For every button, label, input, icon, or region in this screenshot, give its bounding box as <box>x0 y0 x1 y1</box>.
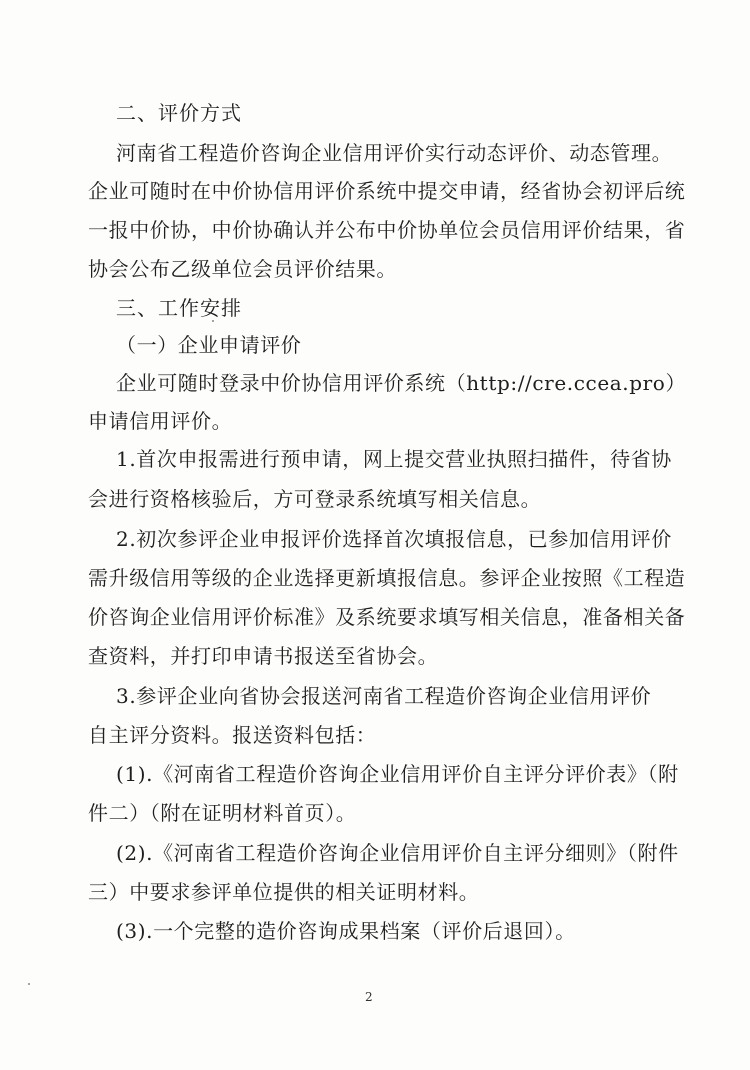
list-item-line: 价咨询企业信用评价标准》及系统要求填写相关信息，准备相关备 <box>88 605 686 629</box>
subsection-heading: （一）企业申请评价 <box>116 333 302 357</box>
list-item-line: 自主评分资料。报送资料包括： <box>88 723 377 747</box>
paragraph-line: 协会公布乙级单位会员评价结果。 <box>88 257 397 281</box>
paragraph-line: 企业可随时在中价协信用评价系统中提交申请，经省协会初评后统 <box>88 179 686 203</box>
section-heading-evaluation-method: 二、评价方式 <box>116 101 242 125</box>
paragraph-line: 企业可随时登录中价协信用评价系统（http://cre.ccea.pro） <box>116 371 687 395</box>
list-item-line: 需升级信用等级的企业选择更新填报信息。参评企业按照《工程造 <box>88 566 686 590</box>
section-heading-work-arrangement: 三、工作安排 <box>116 296 242 320</box>
sub-list-item-line: 件二）（附在证明材料首页）。 <box>88 801 357 825</box>
list-item-line: 3.参评企业向省协会报送河南省工程造价咨询企业信用评价 <box>116 684 652 708</box>
sub-list-item-line: (3).一个完整的造价咨询成果档案（评价后退回）。 <box>116 919 576 943</box>
list-item-line: 查资料，并打印申请书报送至省协会。 <box>88 644 439 668</box>
paragraph-line: 河南省工程造价咨询企业信用评价实行动态评价、动态管理。 <box>116 141 673 165</box>
scan-speck <box>212 320 214 322</box>
sub-list-item-line: 三）中要求参评单位提供的相关证明材料。 <box>88 880 480 904</box>
paragraph-line: 一报中价协，中价协确认并公布中价协单位会员信用评价结果，省 <box>88 218 686 242</box>
paragraph-line: 申请信用评价。 <box>88 409 233 433</box>
list-item-line: 会进行资格核验后，方可登录系统填写相关信息。 <box>88 487 542 511</box>
sub-list-item-line: (2).《河南省工程造价咨询企业信用评价自主评分细则》（附件 <box>116 841 679 865</box>
sub-list-item-line: (1).《河南省工程造价咨询企业信用评价自主评分评价表》（附 <box>116 762 679 786</box>
scan-speck <box>28 983 30 985</box>
page-number: 2 <box>365 990 373 1004</box>
list-item-line: 1.首次申报需进行预申请，网上提交营业执照扫描件，待省协 <box>116 447 672 471</box>
list-item-line: 2.初次参评企业申报评价选择首次填报信息，已参加信用评价 <box>116 527 672 551</box>
